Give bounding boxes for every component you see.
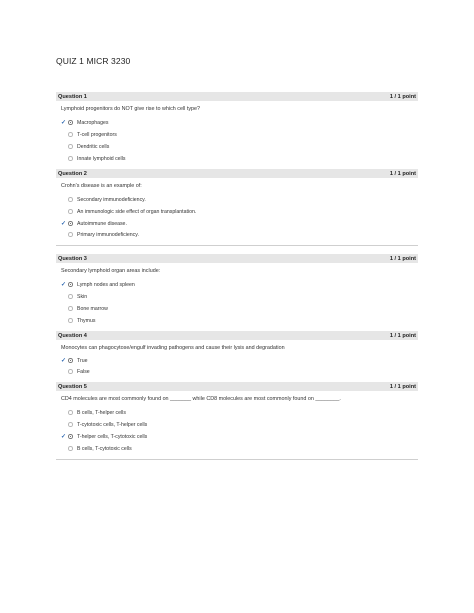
question-4-header [56,331,418,340]
radio-button-icon[interactable] [68,120,73,125]
radio-button-icon[interactable] [68,232,73,237]
question-number: Question 2 [58,170,87,177]
question-number: Question 4 [58,332,87,339]
checkmark-icon: ✓ [61,281,67,288]
option-label: An immunologic side effect of organ transplantation. [77,208,197,215]
radio-button-icon[interactable] [68,144,73,149]
option-label: Thymus [77,317,96,324]
radio-button-icon[interactable] [68,306,73,311]
option-label: True [77,357,88,364]
option-label: Macrophages [77,119,109,126]
option-label: B cells, T-helper cells [77,409,126,416]
option-label: Secondary immunodeficiency. [77,196,146,203]
page-title: QUIZ 1 MICR 3230 [56,56,131,66]
radio-button-icon[interactable] [68,294,73,299]
option-label: Dendritic cells [77,143,110,150]
option-label: False [77,368,90,375]
checkmark-icon: ✓ [61,220,67,227]
question-5-header [56,382,418,391]
radio-button-icon[interactable] [68,358,73,363]
radio-button-icon[interactable] [68,221,73,226]
question-2-header [56,169,418,178]
question-points: 1 / 1 point [389,93,416,100]
option-label: T-cytotoxic cells, T-helper cells [77,421,148,428]
divider [56,459,418,460]
checkmark-icon: ✓ [61,119,67,126]
radio-button-icon[interactable] [68,422,73,427]
question-text: Crohn's disease is an example of: [61,183,142,189]
question-text: Monocytes can phagocytose/engulf invading pathogens and cause their lysis and degradation [61,345,285,351]
option-label: Lymph nodes and spleen [77,281,135,288]
question-3-header [56,254,418,263]
option-label: T-helper cells, T-cytotoxic cells [77,433,148,440]
checkmark-icon: ✓ [61,357,67,364]
radio-button-icon[interactable] [68,132,73,137]
radio-button-icon[interactable] [68,410,73,415]
question-points: 1 / 1 point [389,332,416,339]
radio-button-icon[interactable] [68,282,73,287]
radio-button-icon[interactable] [68,446,73,451]
option-label: Innate lymphoid cells [77,155,126,162]
question-number: Question 1 [58,93,87,100]
divider [56,245,418,246]
question-1-header [56,92,418,101]
radio-button-icon[interactable] [68,197,73,202]
question-points: 1 / 1 point [389,170,416,177]
question-number: Question 3 [58,255,87,262]
radio-button-icon[interactable] [68,434,73,439]
radio-button-icon[interactable] [68,369,73,374]
question-text: Secondary lymphoid organ areas include: [61,268,161,274]
question-text: CD4 molecules are most commonly found on _______ while CD8 molecules are most commonly found on ________. [61,396,341,402]
option-label: T-cell progenitors [77,131,117,138]
question-text: Lymphoid progenitors do NOT give rise to which cell type? [61,106,201,112]
radio-button-icon[interactable] [68,209,73,214]
radio-button-icon[interactable] [68,318,73,323]
radio-button-icon[interactable] [68,156,73,161]
checkmark-icon: ✓ [61,433,67,440]
option-label: Primary immunodeficiency. [77,231,139,238]
option-label: Skin [77,293,88,300]
question-points: 1 / 1 point [389,255,416,262]
question-points: 1 / 1 point [389,383,416,390]
option-label: Autoimmune disease. [77,220,127,227]
option-label: Bone marrow [77,305,108,312]
option-label: B cells, T-cytotoxic cells [77,445,132,452]
question-number: Question 5 [58,383,87,390]
